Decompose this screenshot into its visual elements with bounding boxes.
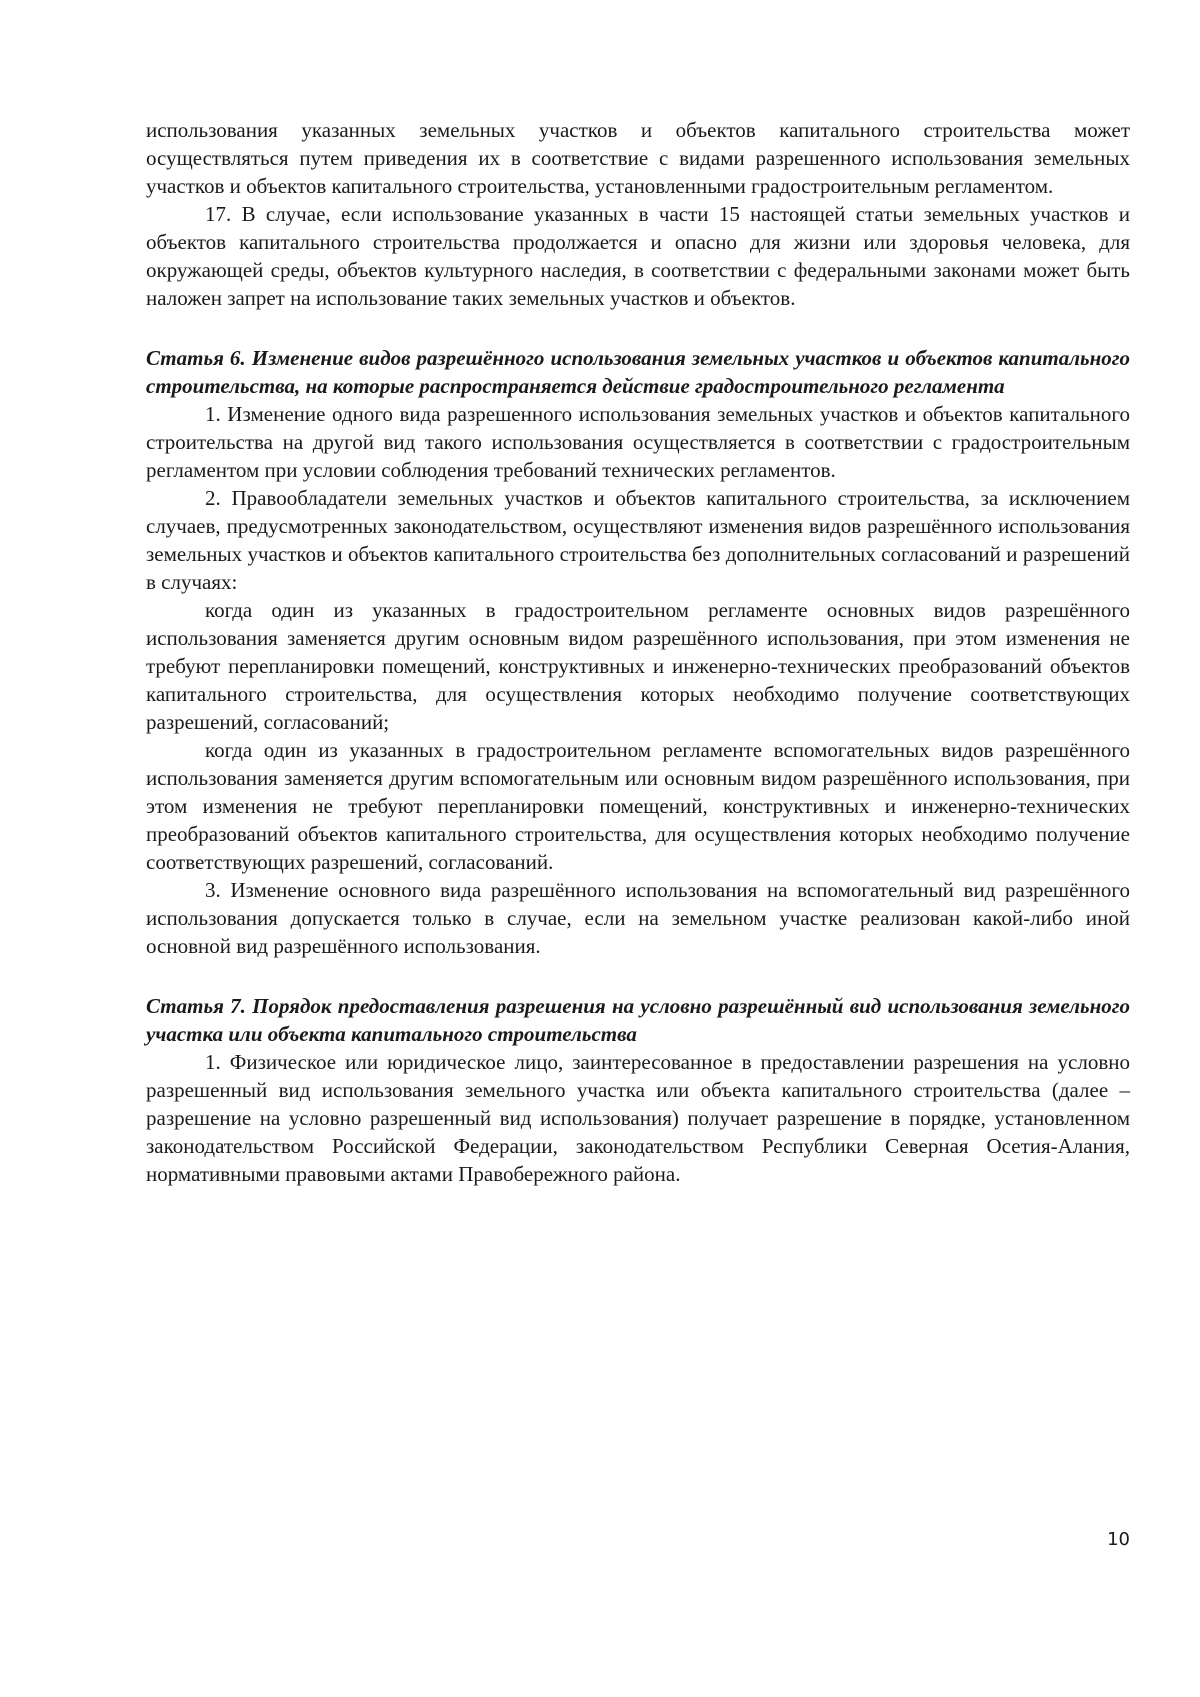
article-6-case-2: когда один из указанных в градостроительном регламенте вспомогательных видов разрешённого использования заменяется другим вспомогательным или основным видом разрешённого использования, при этом изменения не требуют перепланировки помещений, конструктивных и инженерно-технических преобразований объектов капитального строительства, для осуществления которых необходимо получение соответствующих разрешений, согласований. <box>146 738 1130 874</box>
article-7-section <box>146 992 1130 1188</box>
intro-continuation-paragraph: использования указанных земельных участков и объектов капитального строительства может осуществляться путем приведения их в соответствие с видами разрешенного использования земельных участков и объектов капитального строительства, установленными градостроительным регламентом. <box>146 118 1130 198</box>
article-6-paragraph-1: 1. Изменение одного вида разрешенного использования земельных участков и объектов капитального строительства на другой вид такого использования осуществляется в соответствии с градостроительным регламентом при условии соблюдения требований технических регламентов. <box>146 402 1130 482</box>
section-spacer <box>146 960 1130 992</box>
document-page <box>146 116 1130 1188</box>
article-6-section <box>146 344 1130 960</box>
article-7-heading: Статья 7. Порядок предоставления разрешения на условно разрешённый вид использования земельного участка или объекта капитального строительства <box>146 994 1130 1046</box>
article-6-case-1: когда один из указанных в градостроительном регламенте основных видов разрешённого использования заменяется другим основным видом разрешённого использования, при этом изменения не требуют перепланировки помещений, конструктивных и инженерно-технических преобразований объектов капитального строительства, для осуществления которых необходимо получение соответствующих разрешений, согласований; <box>146 598 1130 734</box>
article-6-heading: Статья 6. Изменение видов разрешённого использования земельных участков и объектов капитального строительства, на которые распространяется действие градостроительного регламента <box>146 346 1130 398</box>
article-6-paragraph-2: 2. Правообладатели земельных участков и объектов капитального строительства, за исключением случаев, предусмотренных законодательством, осуществляют изменения видов разрешённого использования земельных участков и объектов капитального строительства без дополнительных согласований и разрешений в случаях: <box>146 486 1130 594</box>
article-7-paragraph-1: 1. Физическое или юридическое лицо, заинтересованное в предоставлении разрешения на условно разрешенный вид использования земельного участка или объекта капитального строительства (далее – разрешение на условно разрешенный вид использования) получает разрешение в порядке, установленном законодательством Российской Федерации, законодательством Республики Северная Осетия-Алания, нормативными правовыми актами Правобережного района. <box>146 1050 1130 1186</box>
article-6-paragraph-3: 3. Изменение основного вида разрешённого использования на вспомогательный вид разрешённого использования допускается только в случае, если на земельном участке реализован какой-либо иной основной вид разрешённого использования. <box>146 878 1130 958</box>
section-spacer <box>146 312 1130 344</box>
page-number: 10 <box>1107 1529 1130 1550</box>
item-17-paragraph: 17. В случае, если использование указанных в части 15 настоящей статьи земельных участков и объектов капитального строительства продолжается и опасно для жизни или здоровья человека, для окружающей среды, объектов культурного наследия, в соответствии с федеральными законами может быть наложен запрет на использование таких земельных участков и объектов. <box>146 202 1130 310</box>
